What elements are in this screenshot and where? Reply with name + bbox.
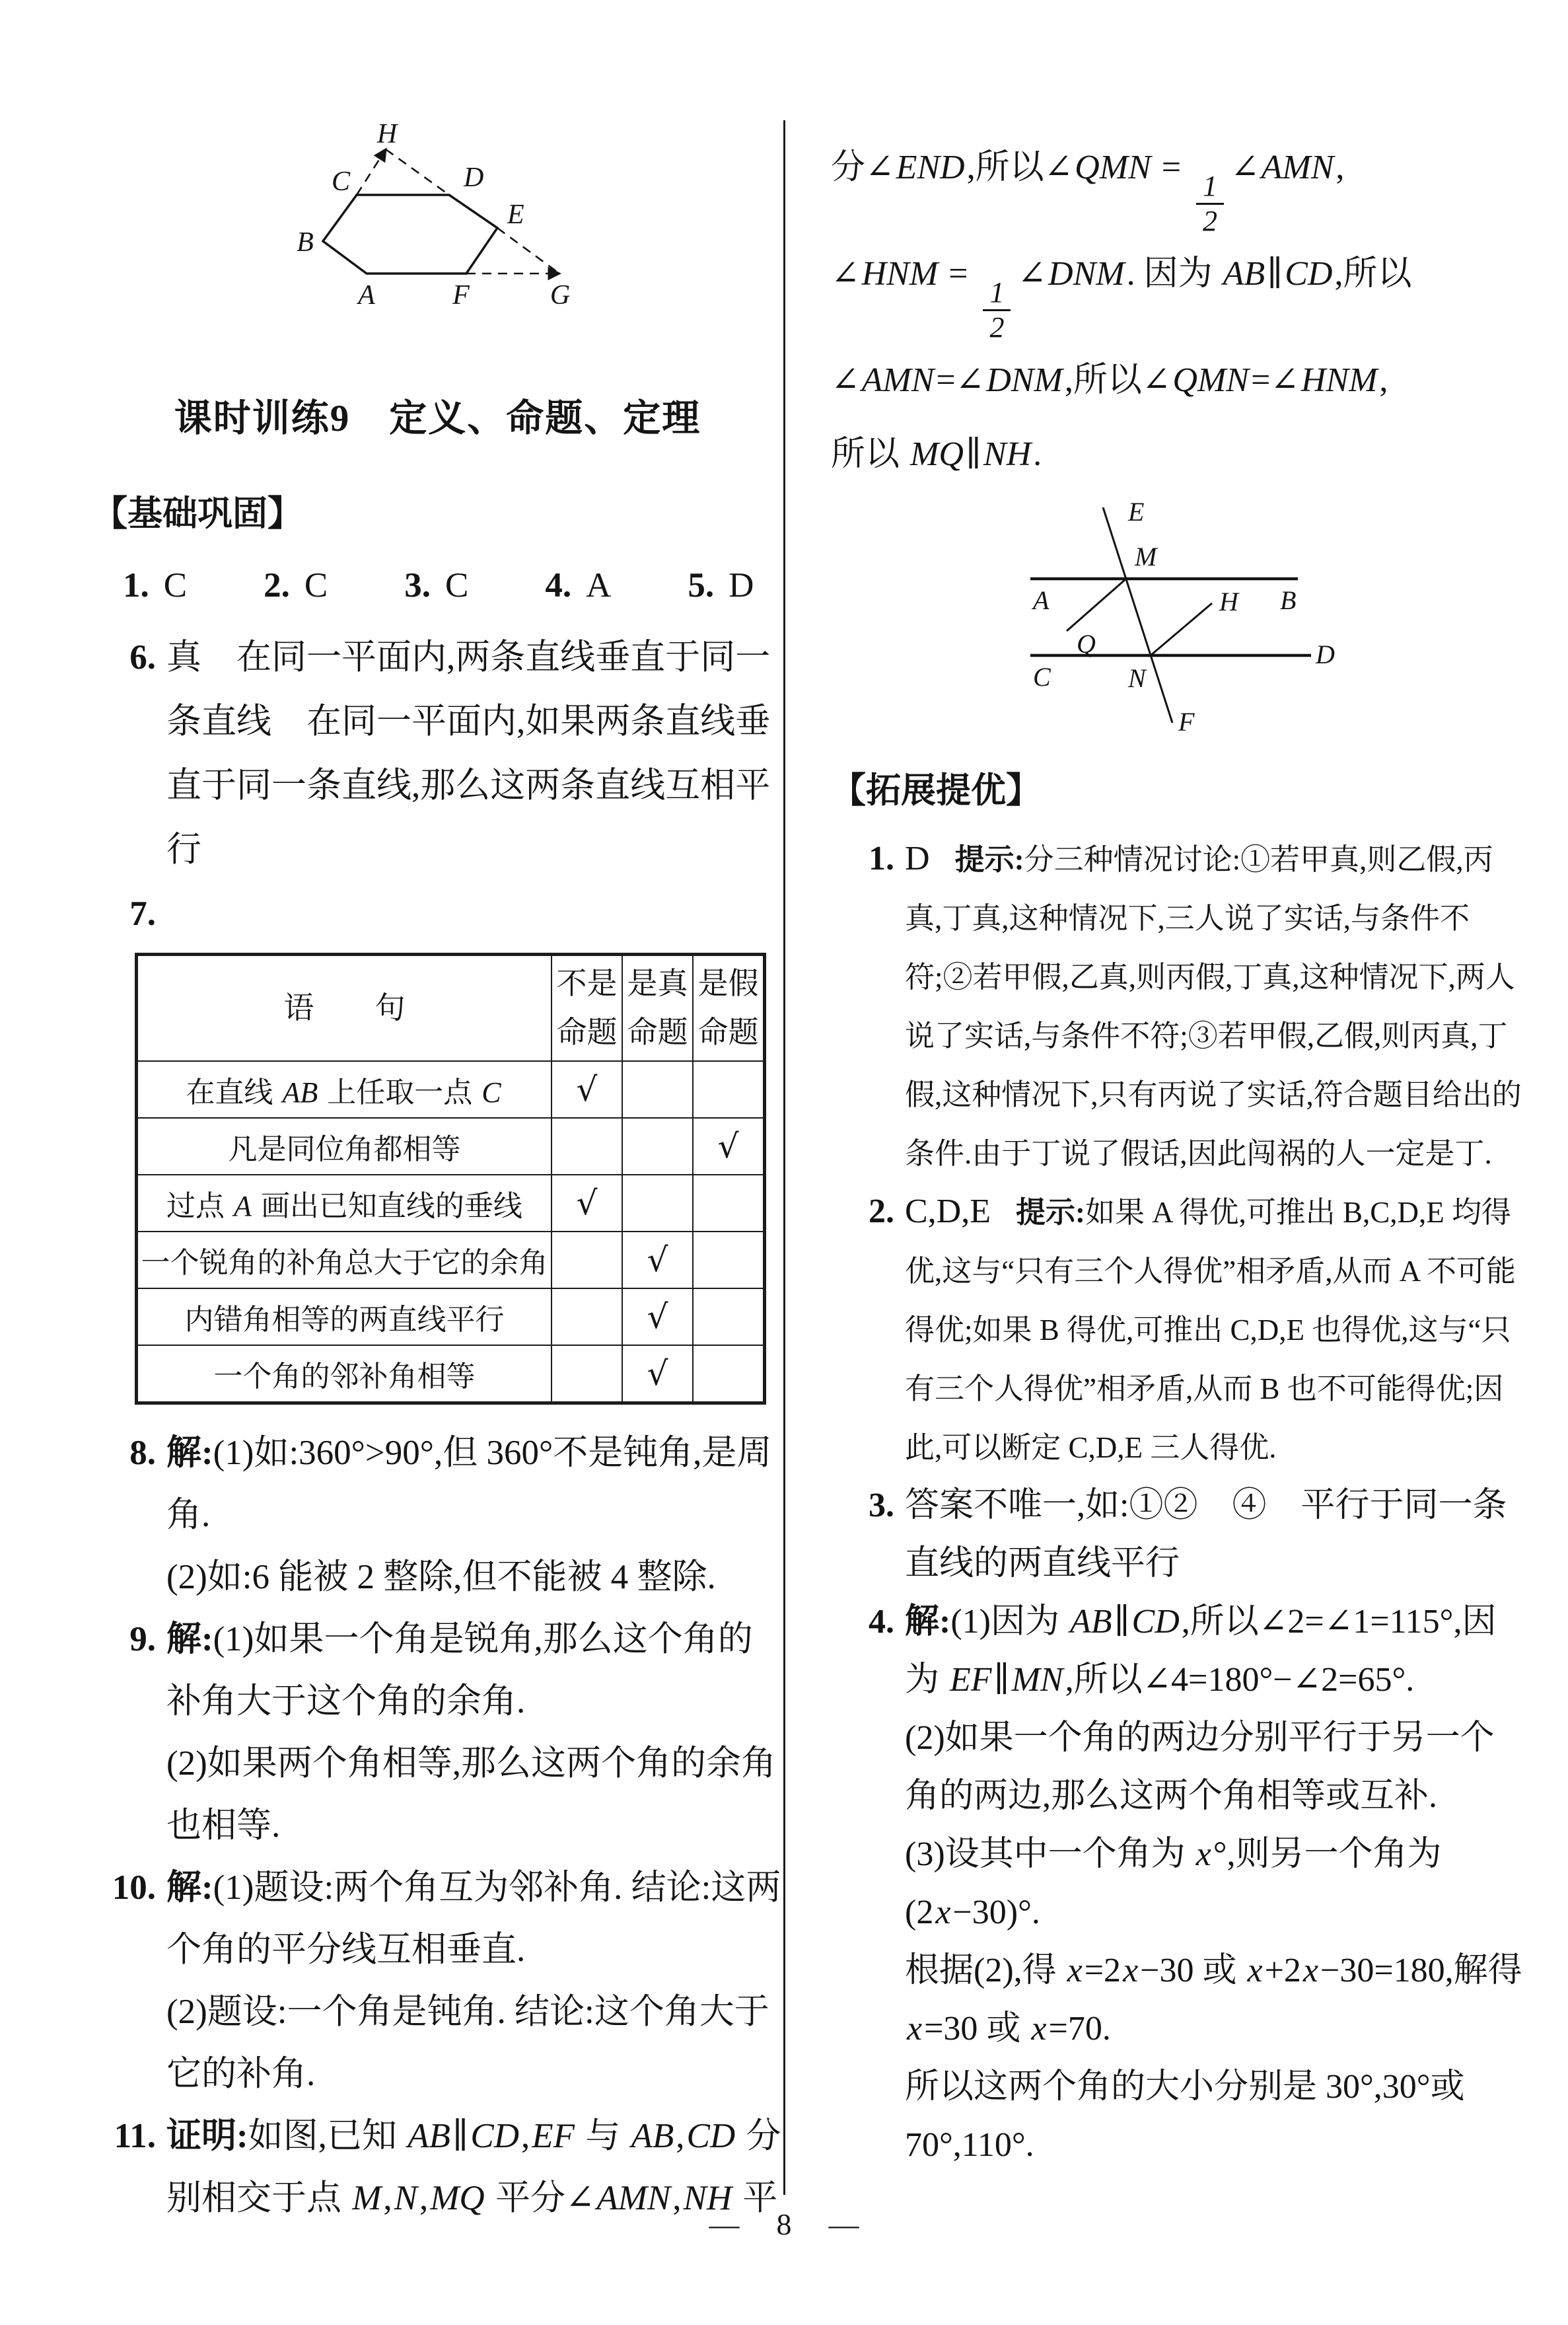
fraction <box>983 276 1011 344</box>
math-run: x <box>1123 1951 1139 1989</box>
choice-letter: C <box>445 566 469 605</box>
items-left-lower <box>92 1422 783 2229</box>
text-run: ∠ <box>831 254 860 293</box>
math-run: NH <box>983 435 1032 473</box>
text-run: (1)因为 <box>950 1602 1068 1641</box>
vertex-label-C: C <box>331 166 351 197</box>
point-label-B: B <box>1280 585 1297 615</box>
math-run: AMN <box>596 2179 671 2217</box>
text-run: 过点 <box>166 1190 232 1222</box>
check-cell-empty <box>552 1118 622 1175</box>
text-run: 凡是同位角都相等 <box>228 1133 461 1165</box>
item-number: 10. <box>112 1868 156 1907</box>
choice-letter: C <box>163 566 188 605</box>
math-run: AB <box>631 2117 674 2155</box>
text-run: 分∠ <box>831 149 894 186</box>
choice-letter: C <box>304 566 328 605</box>
math-run: DNM <box>986 361 1063 399</box>
vertex-label-B: B <box>297 227 314 258</box>
item-body <box>166 895 175 933</box>
math-run: AB <box>408 2117 450 2155</box>
math-run: AB <box>1069 1602 1112 1641</box>
col-header-true-proposition: 是真命题 <box>622 955 693 1062</box>
math-run: x <box>1302 1951 1318 1989</box>
text-run: (1)题设:两个角互为邻补角. 结论:这两个角的平分线互相垂直. <box>166 1868 781 1969</box>
text-run: . 因为 <box>1126 254 1221 293</box>
text-run: 分三种情况讨论:①若甲真,则乙假,丙真,丁真,这种情况下,三人说了实话,与条件不符;②若甲假,乙真,则丙假,丁真,这种情况下,两人说了实话,与条件不符;③若甲假,乙假,则丙真,丁假,这种情况下,只有丙说了实话,符合题目给出的条件.由于丁说了假话,因此闯祸的人一定是丁. <box>905 842 1522 1170</box>
math-run: x <box>1247 1951 1263 1989</box>
check-cell-empty <box>693 1061 765 1118</box>
math-run: MQ <box>430 2179 485 2217</box>
items-left-upper <box>92 626 783 946</box>
dashed-segment-E-G <box>497 228 559 274</box>
statement-table <box>135 953 766 1405</box>
point-label-N: N <box>1128 663 1146 693</box>
math-run: AB <box>282 1076 318 1109</box>
table-row <box>137 1232 765 1288</box>
text-run: , <box>1379 361 1388 399</box>
text-run: 平分∠ <box>486 2179 595 2217</box>
text-run: 根据(2),得 <box>905 1951 1065 1989</box>
math-run: x <box>1195 1835 1211 1873</box>
figure-parallel-lines <box>1017 498 1347 736</box>
vertex-label-H: H <box>376 124 398 149</box>
item-body <box>166 638 770 869</box>
text-run: (2)如果两个角相等,那么这两个角的余角也相等. <box>166 1744 777 1845</box>
text-run: ∠ <box>1230 149 1260 186</box>
item-answer: D <box>905 839 930 877</box>
math-run: AMN <box>861 361 935 399</box>
point-label-E: E <box>1128 498 1145 527</box>
check-mark: √ <box>647 1298 668 1336</box>
text-run: −30)°. <box>952 1893 1040 1931</box>
math-run: QMN <box>1075 149 1151 186</box>
statement-cell <box>137 1288 552 1345</box>
text-run: , <box>676 2117 685 2155</box>
choice-letter: A <box>586 566 612 605</box>
text-run: =∠ <box>936 361 985 399</box>
text-run: 内错角相等的两直线平行 <box>184 1304 505 1336</box>
text-run: , <box>383 2179 392 2217</box>
fraction-denominator: 2 <box>983 309 1011 344</box>
text-run: ,所以∠4=180°−∠2=65°. <box>1065 1660 1415 1699</box>
check-cell-marked <box>622 1288 693 1345</box>
math-run: HNM <box>1301 361 1378 399</box>
ray-MQ <box>1067 579 1126 631</box>
problem-item-3 <box>831 1477 1526 1593</box>
text-run: ,所以∠ <box>1064 361 1171 399</box>
check-cell-marked <box>622 1232 693 1288</box>
right-column <box>831 98 1526 2174</box>
problem-item-4 <box>831 1593 1526 2174</box>
text-run: ∥ <box>993 1660 1010 1699</box>
point-label-Q: Q <box>1077 628 1096 659</box>
text-run: 上任取一点 <box>320 1076 480 1109</box>
choice-number: 4. <box>545 566 572 605</box>
point-label-F: F <box>1178 706 1195 736</box>
statement-table-head <box>137 955 765 1062</box>
vertex-label-E: E <box>507 200 524 230</box>
choice-answer <box>123 562 212 609</box>
point-label-A: A <box>1033 585 1050 615</box>
text-run: (1)如果一个角是锐角,那么这个角的补角大于这个角的余角. <box>166 1620 753 1720</box>
item-number: 2. <box>869 1192 894 1230</box>
check-cell-empty <box>693 1175 765 1232</box>
page-footer <box>0 2207 1568 2242</box>
choice-answers-row <box>92 562 783 609</box>
math-run: MN <box>1011 1660 1063 1699</box>
check-cell-marked <box>552 1061 622 1118</box>
math-run: EF <box>532 2117 575 2155</box>
statement-cell <box>137 1345 552 1403</box>
text-run: 画出已知直线的垂线 <box>253 1190 522 1222</box>
text-run: =∠ <box>1250 361 1299 399</box>
text-run: 平 <box>734 2179 778 2217</box>
bold-label: 解: <box>166 1620 213 1658</box>
text-run: ∥ <box>452 2117 469 2155</box>
statement-cell <box>137 1175 552 1232</box>
vertex-label-D: D <box>464 163 484 193</box>
text-run: +2 <box>1264 1951 1301 1989</box>
text-run: ,所以∠2=∠1=115°,因为 <box>905 1602 1497 1699</box>
text-run: 如果 A 得优,可推出 B,C,D,E 均得优,这与“只有三个人得优”相矛盾,从而 A 不可能得优;如果 B 得优,可推出 C,D,E 也得优,这与“只有三个人得优”相矛盾,从而 B 也不可能得优;因此,可以断定 C,D,E 三人得优. <box>905 1195 1516 1464</box>
text-run: ∥ <box>965 435 981 473</box>
fraction-numerator: 1 <box>989 276 1005 309</box>
text-run: 与 <box>577 2117 629 2155</box>
text-run: = <box>1153 149 1190 186</box>
text-run: =70. <box>1048 2009 1111 2048</box>
point-label-H: H <box>1219 586 1238 616</box>
point-label-M: M <box>1135 541 1157 572</box>
item-number: 3. <box>869 1486 894 1524</box>
text-run: 真 在同一平面内,两条直线垂直于同一条直线 在同一平面内,如果两条直线垂直于同一条直线,那么这两条直线互相平行 <box>166 638 771 869</box>
footer-dash-left: — <box>709 2207 740 2241</box>
choice-number: 1. <box>123 566 149 605</box>
item-number: 4. <box>869 1602 894 1641</box>
text-run: −30 或 <box>1140 1951 1246 1989</box>
ray-NH <box>1151 603 1212 655</box>
math-run: CD <box>470 2117 520 2155</box>
math-run: END <box>896 149 965 186</box>
math-run: M <box>352 2179 382 2217</box>
text-run: , <box>521 2117 530 2155</box>
col-header-statement: 语 句 <box>137 955 552 1062</box>
table-header-row <box>137 955 765 1062</box>
problem-item-8 <box>92 1422 783 1608</box>
vertex-label-F: F <box>452 280 470 311</box>
text-run: −30=180,解得 <box>1320 1951 1522 1989</box>
problem-item-7 <box>92 882 783 946</box>
vertex-label-G: G <box>550 280 571 311</box>
proof-continuation-paragraph <box>831 98 1526 492</box>
fraction-numerator: 1 <box>1203 170 1218 203</box>
item-body <box>166 2117 781 2217</box>
table-row <box>137 1118 765 1175</box>
math-run: x <box>1067 1951 1083 1989</box>
column-divider <box>783 120 785 2195</box>
math-run: C <box>481 1076 501 1109</box>
text-run: (2)题设:一个角是钝角. 结论:这个角大于它的补角. <box>166 1993 769 2093</box>
check-cell-marked <box>622 1345 693 1403</box>
check-cell-marked <box>552 1175 622 1232</box>
check-cell-empty <box>693 1345 765 1403</box>
item-number: 7. <box>129 895 156 933</box>
math-run: AB <box>1223 254 1265 293</box>
text-run: ∠ <box>1017 254 1047 293</box>
left-column <box>92 98 783 2229</box>
check-cell-empty <box>552 1232 622 1288</box>
item-hint <box>905 1196 1516 1464</box>
table-row <box>137 1288 765 1345</box>
problem-item-1 <box>831 830 1526 1183</box>
check-mark: √ <box>576 1184 598 1222</box>
text-run: ,所以∠ <box>966 149 1073 186</box>
math-run: x <box>1031 2009 1047 2048</box>
check-mark: √ <box>717 1127 739 1165</box>
math-run: A <box>234 1190 252 1222</box>
fraction-denominator: 2 <box>1196 203 1224 237</box>
text-run: 一个角的邻补角相等 <box>213 1360 476 1393</box>
items-right <box>831 830 1526 2174</box>
math-run: N <box>394 2179 418 2217</box>
math-run: QMN <box>1172 361 1249 399</box>
text-run: =30 或 <box>924 2009 1030 2048</box>
col-header-false-proposition: 是假命题 <box>693 955 765 1062</box>
item-body <box>905 1193 1516 1465</box>
check-cell-empty <box>622 1061 693 1118</box>
choice-answer <box>264 562 353 609</box>
choice-letter: D <box>729 566 754 605</box>
math-run: CD <box>1285 254 1333 293</box>
math-run: EF <box>950 1660 992 1699</box>
hint-label: 提示: <box>1016 1195 1085 1229</box>
math-run: CD <box>1131 1602 1180 1641</box>
statement-cell <box>137 1232 552 1288</box>
bold-label: 解: <box>166 1868 213 1907</box>
check-cell-empty <box>693 1288 765 1345</box>
problem-item-10 <box>92 1857 783 2105</box>
item-number: 6. <box>129 638 156 677</box>
problem-item-9 <box>92 1608 783 1857</box>
item-answer: C,D,E <box>905 1192 991 1230</box>
check-cell-empty <box>622 1175 693 1232</box>
col-header-not-proposition: 不是命题 <box>552 955 622 1062</box>
table-row <box>137 1061 765 1118</box>
fraction <box>1196 170 1224 237</box>
item-number: 9. <box>129 1620 156 1658</box>
statement-cell <box>137 1118 552 1175</box>
table-row <box>137 1175 765 1232</box>
math-run: HNM <box>861 254 939 293</box>
choice-number: 5. <box>688 566 715 605</box>
text-run: . <box>1033 435 1042 473</box>
check-cell-empty <box>693 1232 765 1288</box>
point-label-D: D <box>1316 639 1335 669</box>
math-run: AMN <box>1261 149 1334 186</box>
check-mark: √ <box>576 1070 598 1109</box>
problem-item-2 <box>831 1183 1526 1477</box>
check-mark: √ <box>647 1354 668 1393</box>
text-run: °,则另一个角为(2 <box>905 1835 1442 1931</box>
text-run: (1)如:360°>90°,但 360°不是钝角,是周角. <box>166 1434 772 1534</box>
check-mark: √ <box>647 1241 668 1279</box>
choice-number: 3. <box>404 566 431 605</box>
math-run: NH <box>683 2179 732 2217</box>
item-body <box>166 1868 781 2093</box>
item-body <box>166 1434 771 1596</box>
item-body <box>905 840 1522 1171</box>
bold-label: 解: <box>166 1434 213 1472</box>
check-cell-marked <box>693 1118 765 1175</box>
figure-hexagon <box>291 124 594 322</box>
text-run: 分别相交于点 <box>166 2117 781 2217</box>
bold-label: 解: <box>905 1602 951 1641</box>
bold-label: 证明: <box>166 2117 248 2155</box>
text-run: 所以这两个角的大小分别是 30°,30°或 70°,110°. <box>905 2067 1465 2164</box>
item-number: 1. <box>869 839 894 877</box>
figure-hexagon-wrap <box>291 124 594 322</box>
page-number: 8 <box>776 2207 792 2241</box>
hint-label: 提示: <box>954 842 1024 876</box>
choice-number: 2. <box>264 566 290 605</box>
page-title: 课时训练9 定义、命题、定理 <box>174 398 701 439</box>
section-heading-advanced: 【拓展提优】 <box>831 771 1041 810</box>
math-run: x <box>935 1893 951 1931</box>
footer-dash-right: — <box>828 2207 859 2241</box>
text-run: 如图,已知 <box>248 2117 406 2155</box>
text-run: , <box>1336 149 1345 186</box>
statement-table-body <box>137 1061 765 1403</box>
item-body <box>166 1620 776 1845</box>
item-body <box>905 1603 1522 2164</box>
choice-answer <box>404 562 493 609</box>
check-cell-empty <box>552 1288 622 1345</box>
item-body <box>905 1487 1507 1582</box>
check-cell-empty <box>622 1118 693 1175</box>
check-cell-empty <box>552 1345 622 1403</box>
dashed-segment-H-D <box>386 149 449 195</box>
text-run: ∥ <box>1267 254 1283 293</box>
item-number: 11. <box>114 2117 156 2155</box>
text-run: , <box>419 2179 429 2217</box>
text-run: 一个锐角的补角总大于它的余角 <box>141 1247 548 1279</box>
text-run: 答案不唯一,如:①② ④ 平行于同一条直线的两直线平行 <box>905 1486 1507 1582</box>
text-run: ,所以 <box>1334 254 1412 293</box>
text-run: =2 <box>1084 1951 1122 1989</box>
problem-item-6 <box>92 626 783 882</box>
dashed-ray-C-H <box>357 149 386 195</box>
text-run: 在直线 <box>186 1076 281 1109</box>
table-row <box>137 1345 765 1403</box>
item-number: 8. <box>129 1434 156 1472</box>
choice-answer <box>545 562 636 609</box>
text-run: 所以 <box>831 435 909 473</box>
math-run: x <box>907 2009 923 2048</box>
section-heading-basic: 【基础巩固】 <box>92 495 303 533</box>
text-run: (3)设其中一个角为 <box>905 1835 1194 1873</box>
text-run: ∥ <box>1114 1602 1130 1641</box>
point-label-C: C <box>1033 661 1051 692</box>
text-run: ∠ <box>831 361 860 399</box>
math-run: MQ <box>910 435 964 473</box>
choice-answer <box>688 562 779 609</box>
math-run: DNM <box>1048 254 1125 293</box>
statement-cell <box>137 1061 552 1118</box>
text-run: , <box>672 2179 682 2217</box>
text-run: (2)如果一个角的两边分别平行于另一个角的两边,那么这两个角相等或互补. <box>905 1718 1495 1815</box>
vertex-label-A: A <box>358 280 375 311</box>
figure-parallel-lines-wrap <box>1017 498 1347 736</box>
text-run: (2)如:6 能被 2 整除,但不能被 4 整除. <box>166 1558 716 1596</box>
item-hint <box>905 843 1522 1170</box>
text-run: = <box>940 254 977 293</box>
hexagon-outline <box>323 195 497 274</box>
math-run: CD <box>686 2117 736 2155</box>
